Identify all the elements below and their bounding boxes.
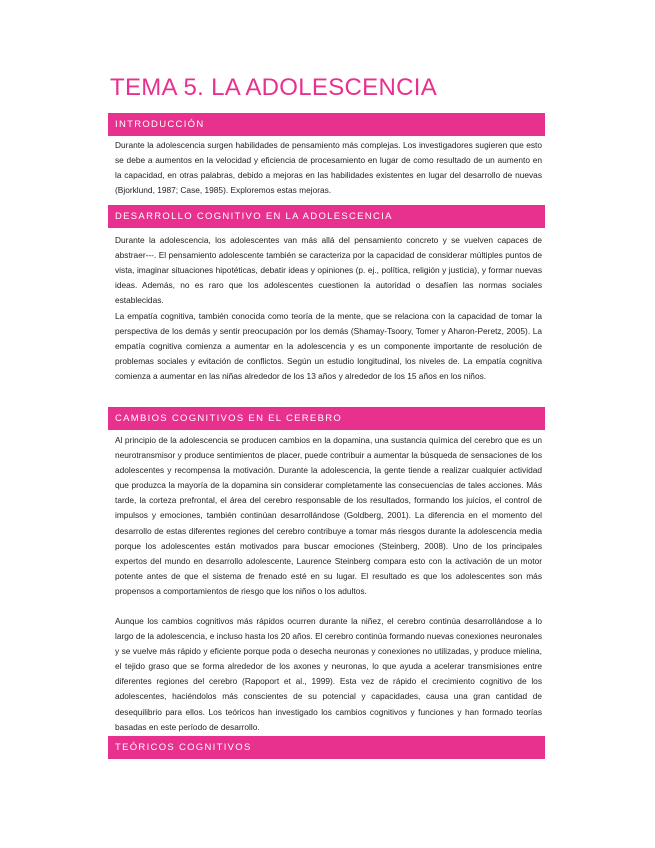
- paragraph-cambios-2: Aunque los cambios cognitivos más rápidos ocurren durante la niñez, el cerebro continúa desarrollándose a lo largo de la adolescencia, e incluso hasta los 20 años. El cerebro continúa formando nuevas conexiones neuronales y se vuelve más rápido y eficiente porque poda o desecha neuronas y conexiones no utilizadas, y produce mielina, el tejido graso que se forma alrededor de los axones y neuronas, lo que ayuda a acelerar transmisiones entre diferentes regiones del cerebro (Rapoport et al., 1999). Esta vez de rápido el crecimiento cognitivo de los adolescentes, haciéndolos más conscientes de su potencial y capacidades, causa una gran cantidad de desequilibrio para ellos. Los teóricos han investigado los cambios cognitivos y funciones y han formado teorías basadas en este período de desarrollo.: [115, 616, 542, 732]
- paragraph-desarrollo-2: La empatía cognitiva, también conocida como teoría de la mente, que se relaciona con la capacidad de tomar la perspectiva de los demás y sentir preocupación por los demás (Shamay-Tsoory, Tomer y Aharon-Peretz, 2005). La empatía cognitiva comienza a aumentar en la adolescencia y es un componente importante de resolución de problemas sociales y evitación de conflictos. Según un estudio longitudinal, los niveles de. La empatía cognitiva comienza a aumentar en las niñas alrededor de los 13 años y alrededor de los 15 años en los niños.: [115, 311, 542, 382]
- section-heading-desarrollo-cognitivo: DESARROLLO COGNITIVO EN LA ADOLESCENCIA: [108, 205, 545, 228]
- page-title: TEMA 5. LA ADOLESCENCIA: [110, 74, 438, 101]
- paragraph-introduccion: Durante la adolescencia surgen habilidades de pensamiento más complejas. Los investigadores sugieren que esto se debe a aumentos en la velocidad y eficiencia de procesamiento en lugar de como resultado de un aumento en la capacidad, en otras palabras, debido a mejoras en las habilidades existentes en lugar del desarrollo de nuevas (Bjorklund, 1987; Case, 1985). Exploremos estas mejoras.: [115, 140, 542, 196]
- paragraph-cambios-1: Al principio de la adolescencia se producen cambios en la dopamina, una sustancia química del cerebro que es un neurotransmisor y produce sentimientos de placer, puede contribuir a aumentar la búsqueda de sensaciones de los adolescentes y recompensa la motivación. Durante la adolescencia, la gente tiende a realizar cualquier actividad que produzca la mayoría de la dopamina sin considerar completamente las consecuencias de tales acciones. Más tarde, la corteza prefrontal, el área del cerebro responsable de los resultados, formando los juicios, el control de impulsos y emociones, también continúan desarrollándose (Goldberg, 2001). La diferencia en el momento del desarrollo de estas diferentes regiones del cerebro contribuye a tomar más riesgos durante la adolescencia media porque los adolescentes están motivados para buscar emociones (Steinberg, 2008). Uno de los principales expertos del mundo en desarrollo adolescente, Laurence Steinberg compara esto con la activación de un motor potente antes de que el sistema de frenado esté en su lugar. El resultado es que los adolescentes son más propensos a comportamientos de riesgo que los niños o los adultos.: [115, 435, 542, 596]
- paragraph-desarrollo-1: Durante la adolescencia, los adolescentes van más allá del pensamiento concreto y se vuelven capaces de abstraer---. El pensamiento adolescente también se caracteriza por la capacidad de considerar múltiples puntos de vista, imaginar situaciones hipotéticas, debatir ideas y opiniones (p. ej., política, religión y justicia), y formar nuevas ideas. Además, no es raro que los adolescentes cuestionen la autoridad o desafíen las normas sociales establecidas.: [115, 235, 542, 306]
- section-heading-teoricos-cognitivos: TEÓRICOS COGNITIVOS: [108, 736, 545, 759]
- section-heading-cambios-cerebro: CAMBIOS COGNITIVOS EN EL CEREBRO: [108, 407, 545, 430]
- section-heading-introduccion: INTRODUCCIÓN: [108, 113, 545, 136]
